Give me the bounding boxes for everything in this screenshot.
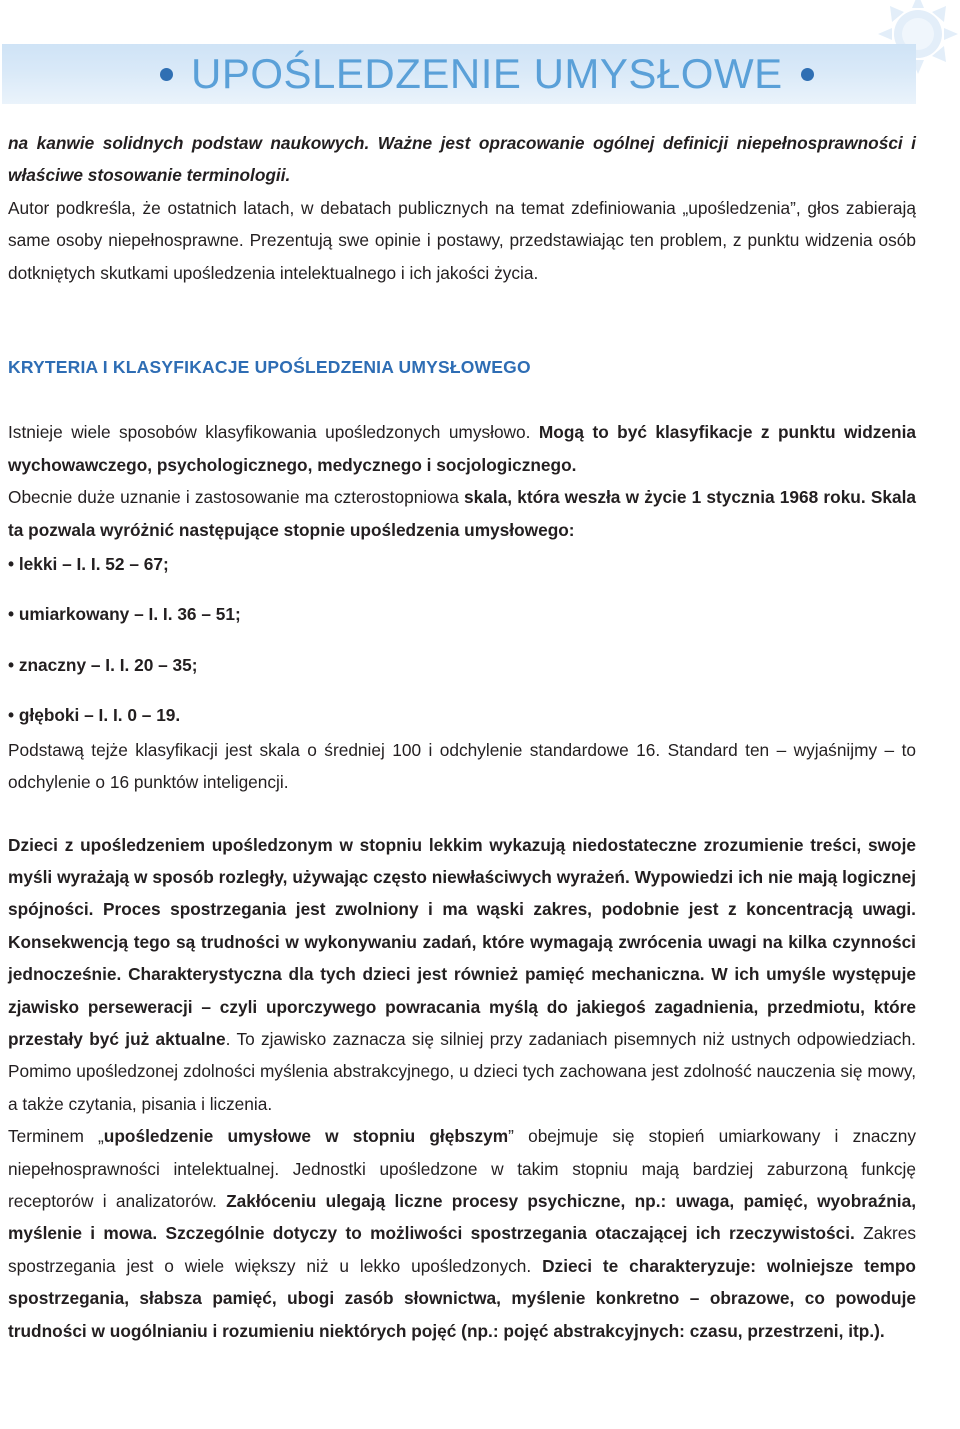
- page-title: UPOŚLEDZENIE UMYSŁOWE: [191, 50, 783, 97]
- p5-c: ” obejmuje się stopień umiarkowany i znaczny niepełnosprawności intelektualnej. Jednostki upośledzone w takim stopniu mają bardziej zaburzoną funkcję receptorów i analizatorów.: [8, 1126, 916, 1211]
- level-item: • lekki – I. I. 52 – 67;: [8, 554, 169, 575]
- section-p2-bold: skala, która weszła w życie 1 stycznia 1968 roku. Skala ta pozwala wyróżnić następujące stopnie upośledzenia umysłowego:: [8, 487, 916, 540]
- section-heading: KRYTERIA I KLASYFIKACJE UPOŚLEDZENIA UMYSŁOWEGO: [8, 357, 531, 378]
- section-p2-normal: Obecnie duże uznanie i zastosowanie ma czterostopniowa: [8, 487, 465, 508]
- section-p1-bold: Mogą to być klasyfikacje z punktu widzenia wychowawczego, psychologicznego, medycznego i socjologicznego.: [8, 422, 916, 475]
- title-bullet-left: [160, 68, 173, 81]
- section-paragraph-3: Podstawą tejże klasyfikacji jest skala o średniej 100 i odchylenie standardowe 16. Standard ten – wyjaśnijmy – to odchylenie o 16 punktów inteligencji.: [8, 739, 916, 793]
- p4-normal: . To zjawisko zaznacza się silniej przy zadaniach pisemnych niż ustnych odpowiedziach. Pomimo upośledzonej zdolności myślenia abstrakcyjnego, u dzieci tych zachowana jest zdolność nauczenia się mowy, a także czytania, pisania i liczenia.: [8, 1028, 916, 1114]
- p5-f: Dzieci te charakteryzuje: wolniejsze tempo spostrzegania, słabsza pamięć, ubogi zasób słownictwa, myślenie konkretno – obrazowe, co powoduje trudności w uogólnianiu i rozumieniu niektórych pojęć (np.: pojęć abstrakcyjnych: czasu, przestrzeni, itp.).: [8, 1255, 916, 1341]
- p5-d: Zakłóceniu ulegają liczne procesy psychiczne, np.: uwaga, pamięć, wyobraźnia, myślenie i mowa. Szczególnie dotyczy to możliwości spostrzegania otaczającej ich rzeczywistości.: [8, 1190, 916, 1244]
- p5-b: upośledzenie umysłowe w stopniu głębszym: [103, 1126, 509, 1147]
- title-bullet-right: [801, 68, 814, 81]
- level-item: • znaczny – I. I. 20 – 35;: [8, 654, 198, 675]
- p5-e: Zakres spostrzegania jest o wiele większy niż u lekko upośledzonych.: [8, 1223, 916, 1276]
- section-paragraph-1: [8, 416, 916, 481]
- intro-paragraph-1: na kanwie solidnych podstaw naukowych. Ważne jest opracowanie ogólnej definicji niepełnosprawności i właściwe stosowanie terminologii.: [8, 133, 916, 186]
- section-paragraph-2: [8, 481, 916, 546]
- article-body: [8, 127, 916, 1347]
- level-item: • głęboki – I. I. 0 – 19.: [8, 705, 181, 726]
- levels-list: [8, 548, 916, 732]
- page-title-wrap: [160, 44, 814, 104]
- body-paragraph-5: [8, 1120, 916, 1347]
- section-p1-normal: Istnieje wiele sposobów klasyfikowania upośledzonych umysłowo.: [8, 422, 539, 443]
- intro-paragraph-2: Autor podkreśla, że ostatnich latach, w debatach publicznych na temat zdefiniowania „upośledzenia”, głos zabierają same osoby niepełnosprawne. Prezentują swe opinie i postawy, przedstawiając ten problem, z punktu widzenia osób dotkniętych skutkami upośledzenia intelektualnego i ich jakości życia.: [8, 197, 916, 283]
- level-item: • umiarkowany – I. I. 36 – 51;: [8, 604, 241, 625]
- p5-a: Terminem „: [8, 1126, 104, 1147]
- body-paragraph-4: [8, 829, 916, 1121]
- p4-bold: Dzieci z upośledzeniem upośledzonym w stopniu lekkim wykazują niedostateczne zrozumienie treści, swoje myśli wyrażają w sposób rozległy, używając często niewłaściwych wyrażeń. Wypowiedzi ich nie mają logicznej spójności. Proces spostrzegania jest zwolniony i ma wąski zakres, podobnie jest z koncentracją uwagi. Konsekwencją tego są trudności w wykonywaniu zadań, które wymagają zwrócenia uwagi na kilka czynności jednocześnie. Charakterystyczna dla tych dzieci jest również pamięć mechaniczna. W ich umyśle występuje zjawisko perseweracji – czyli uporczywego powracania myślą do jakiegoś zagadnienia, przedmiotu, które przestały być już aktualne: [8, 834, 916, 1049]
